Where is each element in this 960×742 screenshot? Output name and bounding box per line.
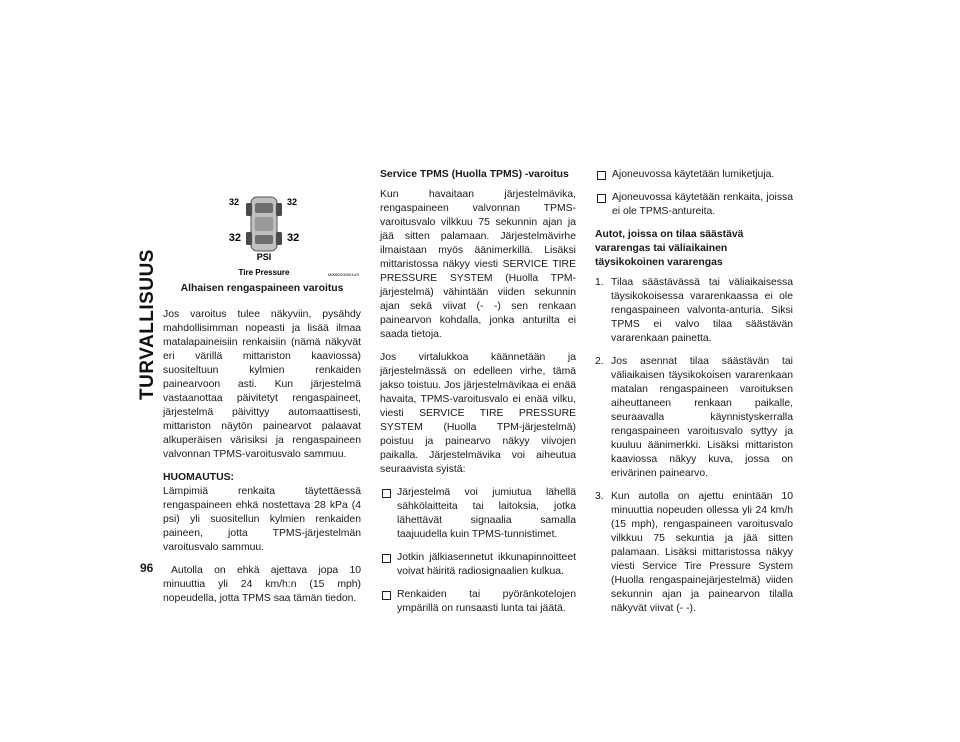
pressure-unit: PSI <box>256 252 272 262</box>
list-item: Järjestelmä voi jumiutua lähellä sähkölaitteita tai laitoksia, jotka lähettävät signaalia samalla taajuudella kuin TPMS-tunnistimet. <box>380 486 576 542</box>
column-3 <box>595 168 793 625</box>
column-2 <box>380 168 576 625</box>
section-heading: Autot, joissa on tilaa säästävä vararengas tai väliaikainen täysikokoinen vararengas <box>595 229 744 268</box>
tire-pressure-display <box>163 180 361 278</box>
checkbox-bullet-icon <box>382 554 391 563</box>
checkbox-bullet-icon <box>597 194 606 203</box>
numbered-item: 1. Tilaa säästävässä tai väliaikaisessa täysikokoisessa vararenkaassa ei ole rengaspaineen valvonta-anturia. Siksi TPMS ei valvo tilaa säästävän vararenkaan painetta. <box>595 277 793 344</box>
numbered-item: 2. Jos asennat tilaa säästävän tai väliaikaisen täysikokoisen vararenkaan matalan rengaspaineen varoituksen aiheuttaneen renkaan paikalle, seuraavalla käynnistyskerralla rengaspaineen varoitusvalo syttyy ja kuuluu äänimerkki. Lisäksi mittariston kaaviossa näkyy kuva, jossa on erivärinen painearvo. <box>595 356 793 479</box>
tire-pressure-label: Tire Pressure <box>238 268 290 277</box>
pressure-rear-right: 32 <box>287 232 300 244</box>
list-item: Ajoneuvossa käytetään renkaita, joissa ei ole TPMS-antureita. <box>595 191 793 219</box>
column-1 <box>163 168 361 615</box>
list-item: Renkaiden tai pyöränkotelojen ympärillä on runsaasti lunta tai jäätä. <box>380 588 576 616</box>
checkbox-bullet-icon <box>382 489 391 498</box>
paragraph: Autolla on ehkä ajettava jopa 10 minuuttia yli 24 km/h:n (15 mph) nopeudella, jotta TPMS saa tämän tiedon. <box>163 565 361 604</box>
pressure-front-left: 32 <box>228 197 239 207</box>
checkbox-bullet-icon <box>597 171 606 180</box>
checkbox-bullet-icon <box>382 591 391 600</box>
pressure-rear-left: 32 <box>228 232 241 244</box>
tire-pressure-figure <box>163 180 361 278</box>
page-number: 96 <box>140 561 154 575</box>
note-text: Lämpimiä renkaita täytettäessä rengaspaineen ehkä nostettava 28 kPa (4 psi) yli suositellun kylmien renkaiden paineen, jotta TPMS-järjestelmän varoitusvalo sammuu. <box>163 486 361 553</box>
paragraph: Kun havaitaan järjestelmävika, rengaspaineen valvonnan TPMS-varoitusvalo vilkkuu 75 sekunnin ajan ja jää sitten palamaan. Järjestelmävirhe ilmaistaan myös äänimerkillä. Lisäksi mittaristossa näkyy viesti SERVICE TIRE PRESSURE SYSTEM (Huolla TPM-järjestelmä) vähintään viiden sekunnin ajan sekä viivat (- -) sen renkaan painearvon kohdalla, jonka anturilta ei saada tietoja. <box>380 189 576 340</box>
car-icon <box>246 197 282 251</box>
section-tab-label: TURVALLISUUS <box>137 249 158 400</box>
paragraph: Jos varoitus tulee näkyviin, pysähdy mahdollisimman nopeasti ja lisää ilmaa matalapaineisiin renkaisiin (nämä näkyvät eri värillä mittariston kaaviossa) suositeltuun kylmien renkaiden painearvoon asti. Kun järjestelmä vastaanottaa päivitetyt rengaspaineet, järjestelmä päivittyy automaattisesti, mittariston näytön painearvot palaavat alkuperäisen värisiksi ja rengaspaineen valvonnan TPMS-varoitusvalo sammuu. <box>163 309 361 460</box>
section-tab <box>138 160 158 550</box>
section-heading: Service TPMS (Huolla TPMS) -varoitus <box>380 169 569 180</box>
note-title: HUOMAUTUS: <box>163 472 234 483</box>
figure-code: M0052000001US <box>327 272 359 277</box>
figure-caption: Alhaisen rengaspaineen varoitus <box>180 283 344 294</box>
pressure-front-right: 32 <box>287 197 298 207</box>
paragraph: Jos virtalukkoa käännetään ja järjestelmässä on edelleen virhe, tämä jakso toistuu. Jos järjestelmävikaa ei enää havaita, TPMS-varoitusvalo ei enää vilku, viesti SERVICE TIRE PRESSURE SYSTEM (Huolla TPM-järjestelmä) poistuu ja painearvo näkyy viivojen paikalla. Järjestelmävika voi aiheutua seuraavista syistä: <box>380 352 576 475</box>
list-item: Jotkin jälkiasennetut ikkunapinnoitteet voivat häiritä radiosignaalien kulkua. <box>380 551 576 579</box>
numbered-item: 3. Kun autolla on ajettu enintään 10 minuuttia nopeuden ollessa yli 24 km/h (15 mph), rengaspaineen varoitusvalo vilkkuu 75 sekuntia ja jää sitten palamaan. Lisäksi mittaristossa näkyy viesti Service Tire Pressure System (Huolla rengaspainejärjestelmä) viiden sekunnin ajan ja painearvon tilalla näkyvät viivat (- -). <box>595 491 793 614</box>
list-item: Ajoneuvossa käytetään lumiketjuja. <box>595 168 793 182</box>
